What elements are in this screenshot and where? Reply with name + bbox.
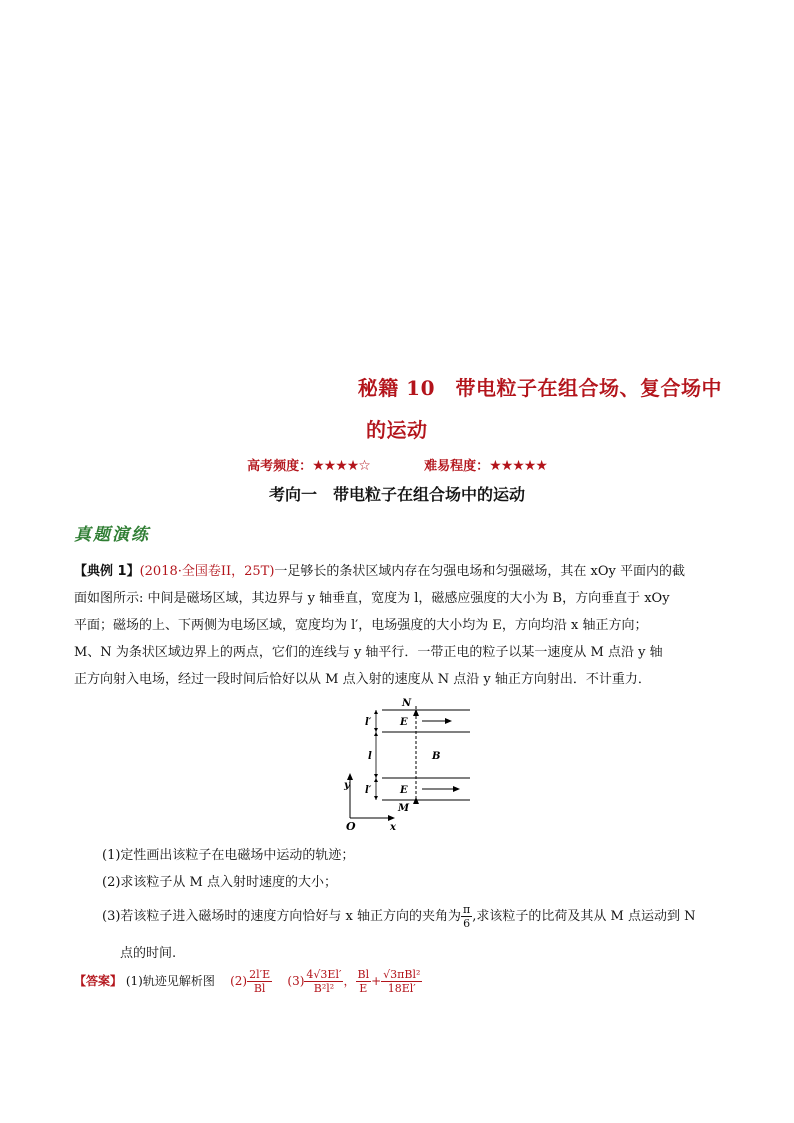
- origin-label: O: [346, 820, 356, 833]
- label-e-top: E: [400, 717, 408, 728]
- x-label: x: [390, 822, 396, 833]
- answer-part-3b-fraction: $\frac{Bl}{E}$: [357, 968, 370, 995]
- example-line-2: 面如图所示: 中间是磁场区域，其边界与 y 轴垂直，宽度为 l，磁感应强度的大小为 B，方向垂直于 xOy: [74, 591, 670, 606]
- difficulty-label: 难易程度：: [424, 459, 490, 474]
- answer-part-2-fraction: $\frac{2l'E}{Bl}$: [249, 968, 271, 995]
- example-line-3: 平面；磁场的上、下两侧为电场区域，宽度均为 l′，电场强度的大小均为 E，方向均沿 x 轴正方向；: [74, 618, 648, 633]
- x-axis-arrow: [388, 815, 395, 821]
- example-line-1: [74, 558, 724, 585]
- answer-part-3c-fraction: $\frac{\text{√3πBl²}}{18El'}$: [383, 968, 421, 995]
- label-l-prime-bottom: l′: [365, 785, 372, 796]
- difficulty-stars: ★★★★★: [489, 458, 547, 474]
- example-source: (2018·全国卷II，25T): [139, 564, 275, 579]
- label-e-bottom: E: [400, 785, 408, 796]
- question-3-text-b: ,求该粒子的比荷及其从 M 点运动到 N: [472, 909, 696, 924]
- frequency-label: 高考频度：: [247, 459, 313, 474]
- field-diagram: [330, 696, 490, 836]
- example-line-4: M、N 为条状区域边界上的两点，它们的连线与 y 轴平行．一带正电的粒子以某一速度从 M 点沿 y 轴: [74, 645, 663, 660]
- label-n: N: [402, 698, 412, 709]
- e-arrowhead-top: [445, 718, 452, 724]
- answer-part-1: (1)轨迹见解析图: [125, 974, 215, 988]
- frequency-stars: ★★★★☆: [312, 458, 370, 474]
- answer-part-3-prefix: (3): [287, 974, 305, 988]
- label-l-prime-top: l′: [365, 717, 372, 728]
- question-3-text-a: (3)若该粒子进入磁场时的速度方向恰好与 x 轴正方向的夹角为: [102, 909, 462, 924]
- section-title: 考向一 带电粒子在组合场中的运动: [268, 485, 525, 504]
- question-3-fraction: $\frac{\pi}{6}$: [463, 903, 471, 930]
- page-title-line1: 秘籍 10 带电粒子在组合场、复合场中: [357, 376, 722, 400]
- e-arrowhead-bottom: [453, 786, 460, 792]
- answer-separator: ，: [343, 974, 356, 988]
- label-m: M: [398, 803, 410, 814]
- answer-row: [74, 968, 422, 995]
- label-b: B: [432, 751, 441, 762]
- question-3-continuation: 点的时间.: [120, 946, 177, 961]
- example-line-5: 正方向射入电场，经过一段时间后恰好以从 M 点入射的速度从 N 点沿 y 轴正方向射出．不计重力．: [74, 672, 651, 687]
- question-2: (2)求该粒子从 M 点入射时速度的大小；: [102, 875, 337, 890]
- answer-part-2-prefix: (2): [230, 974, 248, 988]
- y-axis-arrow: [347, 773, 353, 780]
- question-1: (1)定性画出该粒子在电磁场中运动的轨迹；: [102, 848, 355, 863]
- example-text-1: 一足够长的条状区域内存在匀强电场和匀强磁场，其在 xOy 平面内的截: [274, 564, 686, 579]
- answer-plus: +: [371, 974, 382, 988]
- ratings-row: [0, 455, 794, 474]
- answer-label: 【答案】: [74, 974, 123, 988]
- question-3: [102, 903, 695, 930]
- exercise-tag: 真题演练: [74, 525, 150, 545]
- page-title-line2: 的运动: [366, 418, 428, 442]
- example-bracket: 【典例 1】: [74, 564, 140, 579]
- label-l-mid: l: [368, 751, 372, 762]
- y-label: y: [344, 780, 350, 791]
- answer-part-3a-fraction: $\frac{4√3El'}{\text{B²l²}}$: [306, 968, 342, 995]
